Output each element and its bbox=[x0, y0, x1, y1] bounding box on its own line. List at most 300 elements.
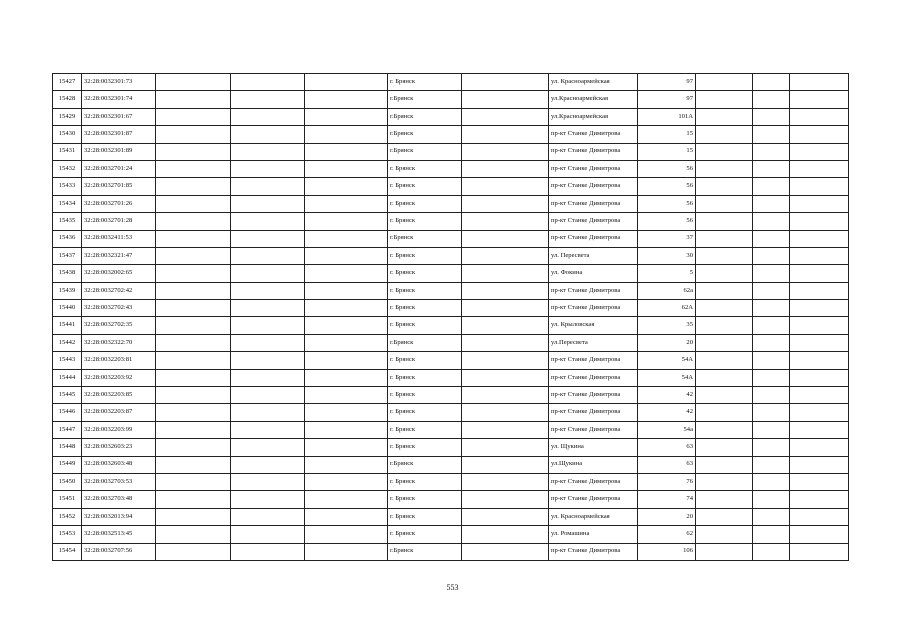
locality-cell: г. Брянск bbox=[388, 508, 462, 525]
empty-cell bbox=[462, 247, 549, 264]
table-row bbox=[53, 143, 849, 160]
row-number-cell: 15435 bbox=[53, 213, 82, 230]
table-row bbox=[53, 369, 849, 386]
empty-cell bbox=[790, 160, 849, 177]
empty-cell bbox=[231, 369, 305, 386]
street-cell: пр-кт Станке Димитрова bbox=[549, 282, 638, 299]
empty-cell bbox=[753, 265, 790, 282]
house-number-cell: 62А bbox=[638, 300, 696, 317]
cadastral-number-cell: 32:28:0032301:67 bbox=[82, 108, 156, 125]
empty-cell bbox=[305, 334, 388, 351]
empty-cell bbox=[462, 143, 549, 160]
row-number-cell: 15441 bbox=[53, 317, 82, 334]
locality-cell: г. Брянск bbox=[388, 421, 462, 438]
house-number-cell: 35 bbox=[638, 317, 696, 334]
empty-cell bbox=[156, 213, 231, 230]
locality-cell: г.Брянск bbox=[388, 543, 462, 560]
empty-cell bbox=[790, 421, 849, 438]
empty-cell bbox=[753, 352, 790, 369]
empty-cell bbox=[462, 491, 549, 508]
house-number-cell: 101А bbox=[638, 108, 696, 125]
empty-cell bbox=[790, 543, 849, 560]
empty-cell bbox=[305, 91, 388, 108]
empty-cell bbox=[156, 126, 231, 143]
street-cell: пр-кт Станке Димитрова bbox=[549, 178, 638, 195]
cadastral-number-cell: 32:28:0032701:26 bbox=[82, 195, 156, 212]
empty-cell bbox=[790, 74, 849, 91]
house-number-cell: 30 bbox=[638, 247, 696, 264]
empty-cell bbox=[790, 195, 849, 212]
house-number-cell: 15 bbox=[638, 143, 696, 160]
table-row bbox=[53, 317, 849, 334]
cadastral-number-cell: 32:28:0032701:28 bbox=[82, 213, 156, 230]
empty-cell bbox=[753, 334, 790, 351]
locality-cell: г. Брянск bbox=[388, 491, 462, 508]
empty-cell bbox=[305, 213, 388, 230]
street-cell: пр-кт Станке Димитрова bbox=[549, 387, 638, 404]
street-cell: пр-кт Станке Димитрова bbox=[549, 352, 638, 369]
empty-cell bbox=[696, 473, 753, 490]
street-cell: пр-кт Станке Димитрова bbox=[549, 126, 638, 143]
empty-cell bbox=[231, 160, 305, 177]
empty-cell bbox=[462, 91, 549, 108]
empty-cell bbox=[305, 282, 388, 299]
street-cell: пр-кт Станке Димитрова bbox=[549, 473, 638, 490]
locality-cell: г. Брянск bbox=[388, 369, 462, 386]
empty-cell bbox=[305, 439, 388, 456]
row-number-cell: 15436 bbox=[53, 230, 82, 247]
locality-cell: г. Брянск bbox=[388, 195, 462, 212]
locality-cell: г. Брянск bbox=[388, 300, 462, 317]
street-cell: ул. Щукина bbox=[549, 439, 638, 456]
empty-cell bbox=[696, 74, 753, 91]
empty-cell bbox=[753, 126, 790, 143]
empty-cell bbox=[231, 108, 305, 125]
empty-cell bbox=[696, 404, 753, 421]
empty-cell bbox=[156, 91, 231, 108]
empty-cell bbox=[156, 421, 231, 438]
empty-cell bbox=[790, 439, 849, 456]
empty-cell bbox=[753, 178, 790, 195]
cadastral-number-cell: 32:28:0032513:45 bbox=[82, 526, 156, 543]
empty-cell bbox=[696, 526, 753, 543]
table-row bbox=[53, 473, 849, 490]
house-number-cell: 56 bbox=[638, 160, 696, 177]
row-number-cell: 15450 bbox=[53, 473, 82, 490]
house-number-cell: 62а bbox=[638, 282, 696, 299]
empty-cell bbox=[790, 108, 849, 125]
empty-cell bbox=[156, 317, 231, 334]
empty-cell bbox=[231, 282, 305, 299]
empty-cell bbox=[305, 108, 388, 125]
empty-cell bbox=[696, 247, 753, 264]
table-row bbox=[53, 387, 849, 404]
empty-cell bbox=[790, 387, 849, 404]
empty-cell bbox=[156, 369, 231, 386]
table-row bbox=[53, 282, 849, 299]
empty-cell bbox=[696, 160, 753, 177]
street-cell: ул. Пересвета bbox=[549, 247, 638, 264]
row-number-cell: 15451 bbox=[53, 491, 82, 508]
empty-cell bbox=[231, 543, 305, 560]
empty-cell bbox=[231, 74, 305, 91]
row-number-cell: 15439 bbox=[53, 282, 82, 299]
empty-cell bbox=[753, 195, 790, 212]
row-number-cell: 15429 bbox=[53, 108, 82, 125]
empty-cell bbox=[305, 352, 388, 369]
empty-cell bbox=[462, 404, 549, 421]
empty-cell bbox=[156, 74, 231, 91]
table-row bbox=[53, 300, 849, 317]
street-cell: ул.Красноармейская bbox=[549, 108, 638, 125]
table-row bbox=[53, 543, 849, 560]
cadastral-number-cell: 32:28:0032707:56 bbox=[82, 543, 156, 560]
row-number-cell: 15427 bbox=[53, 74, 82, 91]
empty-cell bbox=[231, 213, 305, 230]
row-number-cell: 15449 bbox=[53, 456, 82, 473]
empty-cell bbox=[696, 352, 753, 369]
empty-cell bbox=[462, 317, 549, 334]
cadastral-number-cell: 32:28:0032203:85 bbox=[82, 387, 156, 404]
empty-cell bbox=[305, 160, 388, 177]
empty-cell bbox=[305, 369, 388, 386]
empty-cell bbox=[462, 369, 549, 386]
empty-cell bbox=[696, 543, 753, 560]
house-number-cell: 56 bbox=[638, 213, 696, 230]
table-row bbox=[53, 439, 849, 456]
house-number-cell: 20 bbox=[638, 334, 696, 351]
empty-cell bbox=[790, 143, 849, 160]
row-number-cell: 15440 bbox=[53, 300, 82, 317]
empty-cell bbox=[696, 143, 753, 160]
house-number-cell: 62 bbox=[638, 526, 696, 543]
locality-cell: г. Брянск bbox=[388, 178, 462, 195]
table-row bbox=[53, 456, 849, 473]
empty-cell bbox=[305, 265, 388, 282]
empty-cell bbox=[753, 247, 790, 264]
empty-cell bbox=[231, 230, 305, 247]
empty-cell bbox=[696, 126, 753, 143]
empty-cell bbox=[696, 91, 753, 108]
house-number-cell: 97 bbox=[638, 91, 696, 108]
empty-cell bbox=[156, 247, 231, 264]
row-number-cell: 15437 bbox=[53, 247, 82, 264]
street-cell: ул. Красноармейская bbox=[549, 508, 638, 525]
empty-cell bbox=[231, 439, 305, 456]
empty-cell bbox=[305, 387, 388, 404]
street-cell: пр-кт Станке Димитрова bbox=[549, 404, 638, 421]
empty-cell bbox=[462, 439, 549, 456]
empty-cell bbox=[231, 334, 305, 351]
locality-cell: г. Брянск bbox=[388, 526, 462, 543]
empty-cell bbox=[462, 213, 549, 230]
house-number-cell: 42 bbox=[638, 404, 696, 421]
empty-cell bbox=[696, 439, 753, 456]
empty-cell bbox=[156, 108, 231, 125]
street-cell: ул. Крыловская bbox=[549, 317, 638, 334]
empty-cell bbox=[696, 317, 753, 334]
street-cell: пр-кт Станке Димитрова bbox=[549, 213, 638, 230]
empty-cell bbox=[305, 195, 388, 212]
empty-cell bbox=[156, 195, 231, 212]
house-number-cell: 54А bbox=[638, 369, 696, 386]
empty-cell bbox=[231, 473, 305, 490]
cadastral-number-cell: 32:28:0032411:53 bbox=[82, 230, 156, 247]
street-cell: ул. Фокина bbox=[549, 265, 638, 282]
empty-cell bbox=[790, 317, 849, 334]
empty-cell bbox=[231, 404, 305, 421]
row-number-cell: 15448 bbox=[53, 439, 82, 456]
empty-cell bbox=[753, 143, 790, 160]
empty-cell bbox=[156, 300, 231, 317]
row-number-cell: 15434 bbox=[53, 195, 82, 212]
empty-cell bbox=[696, 108, 753, 125]
empty-cell bbox=[753, 526, 790, 543]
empty-cell bbox=[305, 404, 388, 421]
cadastral-number-cell: 32:28:0032301:89 bbox=[82, 143, 156, 160]
empty-cell bbox=[231, 352, 305, 369]
house-number-cell: 106 bbox=[638, 543, 696, 560]
empty-cell bbox=[753, 91, 790, 108]
table-row bbox=[53, 265, 849, 282]
empty-cell bbox=[790, 352, 849, 369]
empty-cell bbox=[696, 282, 753, 299]
empty-cell bbox=[462, 230, 549, 247]
empty-cell bbox=[231, 317, 305, 334]
row-number-cell: 15428 bbox=[53, 91, 82, 108]
row-number-cell: 15452 bbox=[53, 508, 82, 525]
empty-cell bbox=[753, 230, 790, 247]
house-number-cell: 97 bbox=[638, 74, 696, 91]
empty-cell bbox=[462, 265, 549, 282]
cadastral-number-cell: 32:28:0032603:23 bbox=[82, 439, 156, 456]
empty-cell bbox=[231, 421, 305, 438]
empty-cell bbox=[156, 178, 231, 195]
locality-cell: г. Брянск bbox=[388, 247, 462, 264]
empty-cell bbox=[231, 247, 305, 264]
empty-cell bbox=[305, 526, 388, 543]
house-number-cell: 56 bbox=[638, 195, 696, 212]
table-row bbox=[53, 160, 849, 177]
empty-cell bbox=[790, 300, 849, 317]
page-number: 553 bbox=[446, 583, 459, 592]
row-number-cell: 15443 bbox=[53, 352, 82, 369]
empty-cell bbox=[156, 282, 231, 299]
locality-cell: г. Брянск bbox=[388, 282, 462, 299]
table-row bbox=[53, 126, 849, 143]
empty-cell bbox=[790, 508, 849, 525]
street-cell: пр-кт Станке Димитрова bbox=[549, 195, 638, 212]
house-number-cell: 63 bbox=[638, 439, 696, 456]
cadastral-number-cell: 32:28:0032701:24 bbox=[82, 160, 156, 177]
empty-cell bbox=[462, 300, 549, 317]
house-number-cell: 54а bbox=[638, 421, 696, 438]
empty-cell bbox=[305, 230, 388, 247]
house-number-cell: 5 bbox=[638, 265, 696, 282]
street-cell: ул. Красноармейская bbox=[549, 74, 638, 91]
empty-cell bbox=[696, 178, 753, 195]
empty-cell bbox=[753, 473, 790, 490]
empty-cell bbox=[462, 195, 549, 212]
cadastral-number-cell: 32:28:0032702:35 bbox=[82, 317, 156, 334]
row-number-cell: 15453 bbox=[53, 526, 82, 543]
empty-cell bbox=[156, 160, 231, 177]
street-cell: ул.Щукина bbox=[549, 456, 638, 473]
empty-cell bbox=[790, 265, 849, 282]
empty-cell bbox=[462, 421, 549, 438]
cadastral-number-cell: 32:28:0032703:48 bbox=[82, 491, 156, 508]
locality-cell: г. Брянск bbox=[388, 265, 462, 282]
empty-cell bbox=[156, 352, 231, 369]
cadastral-number-cell: 32:28:0032322:70 bbox=[82, 334, 156, 351]
house-number-cell: 63 bbox=[638, 456, 696, 473]
empty-cell bbox=[156, 526, 231, 543]
empty-cell bbox=[790, 473, 849, 490]
street-cell: пр-кт Станке Димитрова bbox=[549, 421, 638, 438]
empty-cell bbox=[156, 387, 231, 404]
empty-cell bbox=[696, 300, 753, 317]
empty-cell bbox=[696, 491, 753, 508]
empty-cell bbox=[753, 300, 790, 317]
street-cell: пр-кт Станке Димитрова bbox=[549, 143, 638, 160]
empty-cell bbox=[753, 456, 790, 473]
empty-cell bbox=[790, 230, 849, 247]
empty-cell bbox=[305, 491, 388, 508]
empty-cell bbox=[753, 74, 790, 91]
locality-cell: г. Брянск bbox=[388, 213, 462, 230]
empty-cell bbox=[790, 369, 849, 386]
cadastral-number-cell: 32:28:0032301:74 bbox=[82, 91, 156, 108]
empty-cell bbox=[790, 334, 849, 351]
cadastral-number-cell: 32:28:0032301:73 bbox=[82, 74, 156, 91]
empty-cell bbox=[462, 526, 549, 543]
empty-cell bbox=[696, 265, 753, 282]
empty-cell bbox=[462, 473, 549, 490]
row-number-cell: 15454 bbox=[53, 543, 82, 560]
locality-cell: г.Брянск bbox=[388, 108, 462, 125]
empty-cell bbox=[156, 143, 231, 160]
empty-cell bbox=[753, 421, 790, 438]
empty-cell bbox=[305, 473, 388, 490]
street-cell: ул.Красноармейская bbox=[549, 91, 638, 108]
empty-cell bbox=[753, 387, 790, 404]
house-number-cell: 76 bbox=[638, 473, 696, 490]
empty-cell bbox=[790, 213, 849, 230]
street-cell: ул. Ромашина bbox=[549, 526, 638, 543]
empty-cell bbox=[305, 543, 388, 560]
empty-cell bbox=[790, 91, 849, 108]
empty-cell bbox=[231, 126, 305, 143]
empty-cell bbox=[156, 230, 231, 247]
empty-cell bbox=[790, 491, 849, 508]
empty-cell bbox=[156, 491, 231, 508]
empty-cell bbox=[231, 508, 305, 525]
empty-cell bbox=[231, 143, 305, 160]
row-number-cell: 15445 bbox=[53, 387, 82, 404]
empty-cell bbox=[305, 247, 388, 264]
empty-cell bbox=[156, 473, 231, 490]
cadastral-number-cell: 32:28:0032203:81 bbox=[82, 352, 156, 369]
row-number-cell: 15444 bbox=[53, 369, 82, 386]
empty-cell bbox=[305, 508, 388, 525]
table-row bbox=[53, 491, 849, 508]
empty-cell bbox=[790, 126, 849, 143]
locality-cell: г.Брянск bbox=[388, 143, 462, 160]
locality-cell: г.Брянск bbox=[388, 334, 462, 351]
empty-cell bbox=[156, 404, 231, 421]
locality-cell: г.Брянск bbox=[388, 91, 462, 108]
locality-cell: г.Брянск bbox=[388, 126, 462, 143]
cadastral-number-cell: 32:28:0032013:94 bbox=[82, 508, 156, 525]
empty-cell bbox=[753, 160, 790, 177]
empty-cell bbox=[462, 508, 549, 525]
empty-cell bbox=[462, 282, 549, 299]
table-row bbox=[53, 508, 849, 525]
cadastral-number-cell: 32:28:0032301:87 bbox=[82, 126, 156, 143]
street-cell: пр-кт Станке Димитрова bbox=[549, 543, 638, 560]
row-number-cell: 15447 bbox=[53, 421, 82, 438]
street-cell: пр-кт Станке Димитрова bbox=[549, 230, 638, 247]
locality-cell: г.Брянск bbox=[388, 456, 462, 473]
empty-cell bbox=[790, 456, 849, 473]
table-row bbox=[53, 91, 849, 108]
row-number-cell: 15438 bbox=[53, 265, 82, 282]
empty-cell bbox=[231, 91, 305, 108]
empty-cell bbox=[305, 317, 388, 334]
empty-cell bbox=[462, 352, 549, 369]
table-row bbox=[53, 404, 849, 421]
empty-cell bbox=[696, 421, 753, 438]
cadastral-number-cell: 32:28:0032702:42 bbox=[82, 282, 156, 299]
empty-cell bbox=[696, 508, 753, 525]
cadastral-number-cell: 32:28:0032203:92 bbox=[82, 369, 156, 386]
empty-cell bbox=[696, 195, 753, 212]
table-row bbox=[53, 178, 849, 195]
empty-cell bbox=[753, 108, 790, 125]
cadastral-number-cell: 32:28:0032603:48 bbox=[82, 456, 156, 473]
locality-cell: г.Брянск bbox=[388, 230, 462, 247]
house-number-cell: 56 bbox=[638, 178, 696, 195]
empty-cell bbox=[231, 526, 305, 543]
cadastral-number-cell: 32:28:0032703:53 bbox=[82, 473, 156, 490]
cadastral-number-cell: 32:28:0032321:47 bbox=[82, 247, 156, 264]
empty-cell bbox=[156, 265, 231, 282]
empty-cell bbox=[462, 126, 549, 143]
empty-cell bbox=[696, 213, 753, 230]
table-row bbox=[53, 108, 849, 125]
empty-cell bbox=[790, 404, 849, 421]
cadastral-number-cell: 32:28:0032203:87 bbox=[82, 404, 156, 421]
empty-cell bbox=[462, 543, 549, 560]
table-row bbox=[53, 352, 849, 369]
table-row bbox=[53, 213, 849, 230]
house-number-cell: 15 bbox=[638, 126, 696, 143]
locality-cell: г. Брянск bbox=[388, 473, 462, 490]
empty-cell bbox=[462, 178, 549, 195]
locality-cell: г. Брянск bbox=[388, 387, 462, 404]
cadastral-number-cell: 32:28:0032203:99 bbox=[82, 421, 156, 438]
empty-cell bbox=[305, 456, 388, 473]
row-number-cell: 15433 bbox=[53, 178, 82, 195]
empty-cell bbox=[462, 108, 549, 125]
row-number-cell: 15430 bbox=[53, 126, 82, 143]
table-row bbox=[53, 230, 849, 247]
empty-cell bbox=[753, 491, 790, 508]
street-cell: пр-кт Станке Димитрова bbox=[549, 491, 638, 508]
empty-cell bbox=[305, 126, 388, 143]
empty-cell bbox=[231, 456, 305, 473]
empty-cell bbox=[156, 456, 231, 473]
